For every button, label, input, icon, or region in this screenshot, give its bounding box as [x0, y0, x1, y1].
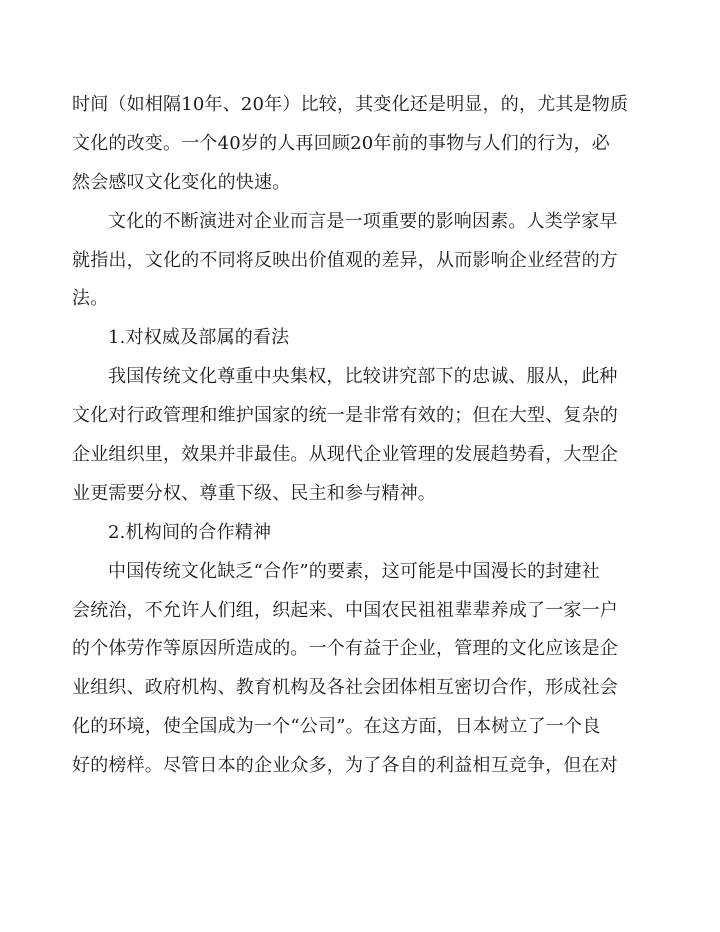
- text-line: 企业组织里，效果并非最佳。从现代企业管理的发展趋势看，大型企: [72, 444, 618, 466]
- text-line: 业更需要分权、尊重下级、民主和参与精神。: [72, 482, 436, 504]
- section-heading: 1.对权威及部属的看法: [108, 327, 290, 349]
- section-heading: 2.机构间的合作精神: [108, 521, 272, 543]
- text-line: 就指出，文化的不同将反映出价值观的差异，从而影响企业经营的方: [72, 249, 618, 271]
- text-line: 好的榜样。尽管日本的企业众多，为了各自的利益相互竞争，但在对: [72, 755, 618, 777]
- text-line: 文化的改变。一个40岁的人再回顾20年前的事物与人们的行为，必: [72, 132, 611, 154]
- paragraph-start-line: 中国传统文化缺乏“合作”的要素，这可能是中国漫长的封建社: [108, 560, 601, 582]
- paragraph-start-line: 我国传统文化尊重中央集权，比较讲究部下的忠诚、服从，此种: [108, 366, 618, 388]
- text-line: 文化对行政管理和维护国家的统一是非常有效的；但在大型、复杂的: [72, 405, 618, 427]
- text-line: 的个体劳作等原因所造成的。一个有益于企业，管理的文化应该是企: [72, 638, 618, 660]
- text-line: 时间（如相隔10年、20年）比较，其变化还是明显，的，尤其是物质: [72, 94, 629, 115]
- text-line: 法。: [72, 288, 109, 310]
- text-line: 业组织、政府机构、教育机构及各社会团体相互密切合作，形成社会: [72, 677, 618, 699]
- text-line: 然会感叹文化变化的快速。: [72, 171, 291, 193]
- text-line: 化的环境，使全国成为一个“公司”。在这方面，日本树立了一个良: [72, 716, 601, 738]
- text-line: 会统治，不允许人们组，织起来、中国农民祖祖辈辈养成了一家一户: [72, 599, 618, 621]
- document-page: [72, 86, 652, 786]
- paragraph-start-line: 文化的不断演进对企业而言是一项重要的影响因素。人类学家早: [108, 210, 618, 232]
